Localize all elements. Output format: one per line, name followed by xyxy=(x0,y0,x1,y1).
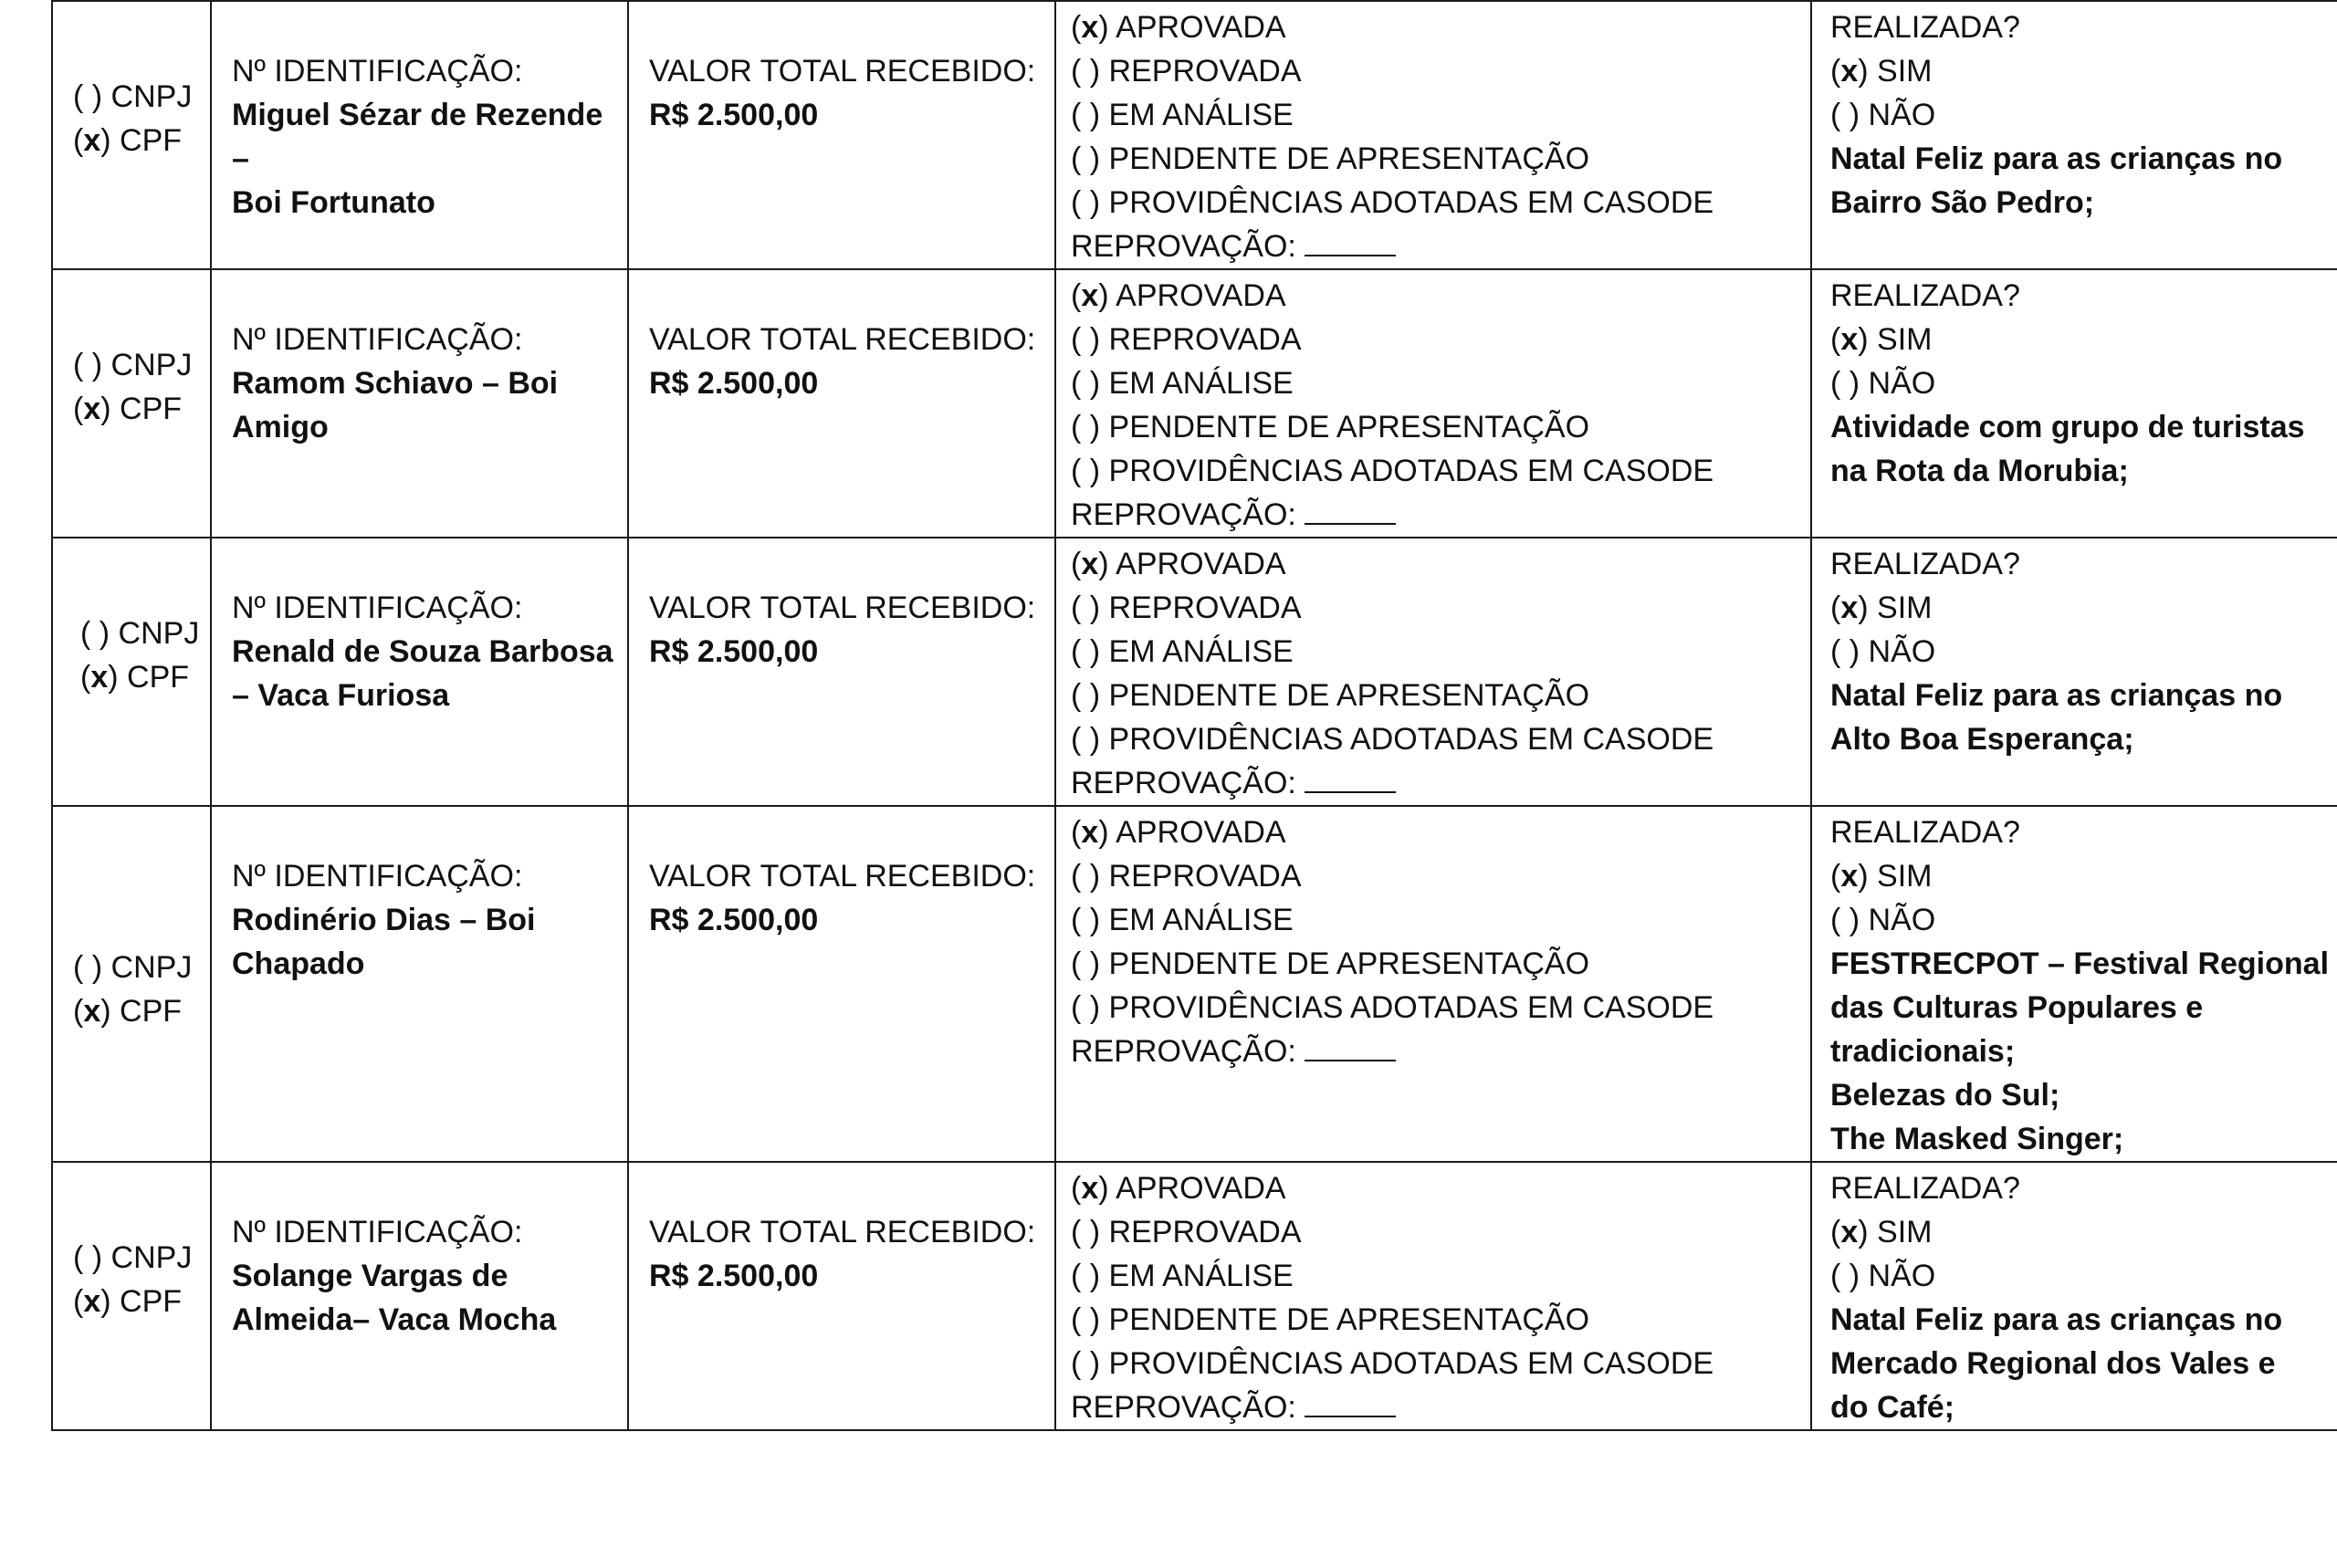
status-aprovada-label: APROVADA xyxy=(1116,815,1286,850)
identification-name: Almeida– Vaca Mocha xyxy=(232,1302,557,1337)
status-aprovada: (x) APROVADA xyxy=(1071,278,1286,313)
realizada-cell xyxy=(1811,806,2337,1162)
status-cell xyxy=(1055,538,1811,806)
realizada-sim-label: SIM xyxy=(1877,859,1933,894)
status-options xyxy=(1056,270,1810,537)
cnpj-option-mark: ( ) xyxy=(73,950,111,985)
table-row xyxy=(52,806,2337,1162)
prestacao-contas-table-wrapper xyxy=(51,0,2337,1431)
activity-text: Belezas do Sul; xyxy=(1830,1078,2060,1113)
status-pendente xyxy=(1071,405,1810,449)
realizada-nao-label: NÃO xyxy=(1868,1259,1936,1293)
status-aprovada-label: APROVADA xyxy=(1116,547,1286,581)
reprovacao-line xyxy=(1071,761,1810,805)
status-reprovada-label: REPROVADA xyxy=(1108,859,1302,894)
status-reprovada-mark: ( ) xyxy=(1071,591,1109,625)
status-em-analise xyxy=(1071,630,1810,674)
table-row xyxy=(52,538,2337,806)
cnpj-option-mark: ( ) xyxy=(73,348,111,382)
cpf-option-mark: x xyxy=(83,392,101,426)
status-em-analise-label: EM ANÁLISE xyxy=(1108,903,1294,937)
status-providencias: ( ) PROVIDÊNCIAS ADOTADAS EM CASODE xyxy=(1071,185,1714,220)
status-reprovada xyxy=(1071,318,1810,361)
realizada-sim-label: SIM xyxy=(1877,322,1933,357)
amount-value: R$ 2.500,00 xyxy=(649,98,819,132)
realizada xyxy=(1812,807,2337,1161)
status-providencias: ( ) PROVIDÊNCIAS ADOTADAS EM CASODE xyxy=(1071,1346,1714,1381)
status-pendente xyxy=(1071,674,1810,717)
identification-label: Nº IDENTIFICAÇÃO: xyxy=(232,1215,523,1249)
status-em-analise-mark: ( ) xyxy=(1071,98,1109,132)
status-em-analise-label: EM ANÁLISE xyxy=(1108,98,1294,132)
realizada-cell xyxy=(1811,1162,2337,1430)
person-type-cell xyxy=(52,538,211,806)
status-reprovada-label: REPROVADA xyxy=(1108,322,1302,357)
cpf-option-mark: x xyxy=(90,660,109,695)
status-options xyxy=(1056,2,1810,268)
status-aprovada-mark: x xyxy=(1081,547,1099,581)
status-reprovada xyxy=(1071,1210,1810,1254)
cnpj-option-label: CNPJ xyxy=(110,950,193,985)
realizada-nao-label: NÃO xyxy=(1868,903,1936,937)
realizada-sim-mark: x xyxy=(1840,322,1859,357)
status-pendente-mark: ( ) xyxy=(1071,678,1109,713)
identification xyxy=(212,538,627,717)
cpf-option: (x) CPF xyxy=(80,660,190,695)
status-reprovada-mark: ( ) xyxy=(1071,322,1109,357)
table-row xyxy=(52,269,2337,538)
realizada-nao xyxy=(1830,93,2337,137)
status-em-analise-mark: ( ) xyxy=(1071,903,1109,937)
realizada-nao-mark: ( ) xyxy=(1830,366,1869,401)
reprovacao-blank xyxy=(1305,496,1396,525)
amount-label: VALOR TOTAL RECEBIDO: xyxy=(649,859,1036,894)
activity-text: The Masked Singer; xyxy=(1830,1122,2124,1156)
status-providencias-label: PROVIDÊNCIAS ADOTADAS EM CASODE xyxy=(1108,185,1714,220)
realizada-nao xyxy=(1830,630,2337,674)
identification-name: Solange Vargas de xyxy=(232,1259,508,1293)
status-aprovada-label: APROVADA xyxy=(1116,1171,1286,1206)
status-pendente-mark: ( ) xyxy=(1071,946,1109,981)
identification-label: Nº IDENTIFICAÇÃO: xyxy=(232,322,523,357)
realizada xyxy=(1812,538,2337,761)
cnpj-option xyxy=(73,343,210,387)
status-cell xyxy=(1055,1,1811,269)
status-aprovada: (x) APROVADA xyxy=(1071,547,1286,581)
cnpj-option-mark: ( ) xyxy=(80,616,119,651)
cpf-option-mark: x xyxy=(83,1284,101,1319)
cpf-option: (x) CPF xyxy=(73,1284,183,1319)
table-body xyxy=(52,1,2337,1430)
identification-label: Nº IDENTIFICAÇÃO: xyxy=(232,859,523,894)
activity-text: Atividade com grupo de turistas xyxy=(1830,410,2305,444)
realizada-sim: (x) SIM xyxy=(1830,322,1933,357)
status-em-analise-mark: ( ) xyxy=(1071,366,1109,401)
status-cell xyxy=(1055,1162,1811,1430)
identification-cell xyxy=(211,1,628,269)
realizada-sim: (x) SIM xyxy=(1830,1215,1933,1249)
status-providencias: ( ) PROVIDÊNCIAS ADOTADAS EM CASODE xyxy=(1071,454,1714,488)
reprovacao-blank xyxy=(1305,764,1396,793)
status-aprovada-mark: x xyxy=(1081,815,1099,850)
realizada-cell xyxy=(1811,538,2337,806)
identification-name: Miguel Sézar de Rezende xyxy=(232,98,603,132)
person-type xyxy=(53,2,210,162)
status-em-analise xyxy=(1071,361,1810,405)
activity-text: na Rota da Morubia; xyxy=(1830,454,2129,488)
amount-value: R$ 2.500,00 xyxy=(649,634,819,669)
realizada-nao-label: NÃO xyxy=(1868,634,1936,669)
cnpj-option xyxy=(73,75,210,119)
status-aprovada-mark: x xyxy=(1081,10,1099,45)
identification-cell xyxy=(211,538,628,806)
realizada-nao xyxy=(1830,1254,2337,1298)
status-options xyxy=(1056,807,1810,1073)
realizada xyxy=(1812,1163,2337,1429)
activity-text: das Culturas Populares e xyxy=(1830,990,2204,1025)
realizada-nao-mark: ( ) xyxy=(1830,634,1869,669)
amount-cell xyxy=(628,1,1055,269)
status-providencias-label: PROVIDÊNCIAS ADOTADAS EM CASODE xyxy=(1108,990,1714,1025)
status-pendente xyxy=(1071,1298,1810,1342)
cpf-option-label: CPF xyxy=(120,994,183,1029)
reprovacao-label: REPROVAÇÃO: xyxy=(1071,229,1305,264)
identification xyxy=(212,270,627,449)
status-em-analise-label: EM ANÁLISE xyxy=(1108,1259,1294,1293)
amount xyxy=(629,270,1054,405)
activity-text: Mercado Regional dos Vales e xyxy=(1830,1346,2276,1381)
status-providencias-label: PROVIDÊNCIAS ADOTADAS EM CASODE xyxy=(1108,722,1714,757)
cpf-option: (x) CPF xyxy=(73,123,183,158)
status-providencias: ( ) PROVIDÊNCIAS ADOTADAS EM CASODE xyxy=(1071,722,1714,757)
cpf-option-label: CPF xyxy=(127,660,190,695)
activity-text: Natal Feliz para as crianças no xyxy=(1830,678,2283,713)
status-pendente-label: PENDENTE DE APRESENTAÇÃO xyxy=(1108,1302,1590,1337)
realizada-nao-label: NÃO xyxy=(1868,98,1936,132)
realizada-sim-label: SIM xyxy=(1877,54,1933,89)
cnpj-option xyxy=(73,946,210,989)
realizada xyxy=(1812,2,2337,225)
amount-value: R$ 2.500,00 xyxy=(649,366,819,401)
realizada-nao-label: NÃO xyxy=(1868,366,1936,401)
cnpj-option-label: CNPJ xyxy=(118,616,200,651)
activity-text: Alto Boa Esperança; xyxy=(1830,722,2134,757)
cnpj-option xyxy=(80,612,210,655)
status-pendente-label: PENDENTE DE APRESENTAÇÃO xyxy=(1108,410,1590,444)
amount xyxy=(629,538,1054,674)
status-reprovada-label: REPROVADA xyxy=(1108,591,1302,625)
status-em-analise xyxy=(1071,898,1810,942)
status-aprovada: (x) APROVADA xyxy=(1071,1171,1286,1206)
reprovacao-line xyxy=(1071,493,1810,537)
table-row xyxy=(52,1162,2337,1430)
amount-label: VALOR TOTAL RECEBIDO: xyxy=(649,322,1036,357)
identification-name: Boi Fortunato xyxy=(232,185,435,220)
amount-value: R$ 2.500,00 xyxy=(649,903,819,937)
status-pendente-mark: ( ) xyxy=(1071,141,1109,176)
amount-value: R$ 2.500,00 xyxy=(649,1259,819,1293)
status-pendente-mark: ( ) xyxy=(1071,410,1109,444)
status-pendente xyxy=(1071,137,1810,181)
reprovacao-blank xyxy=(1305,227,1396,256)
status-reprovada-mark: ( ) xyxy=(1071,859,1109,894)
activity-text: tradicionais; xyxy=(1830,1034,2016,1069)
identification xyxy=(212,2,627,225)
status-aprovada-label: APROVADA xyxy=(1116,10,1286,45)
person-type-cell xyxy=(52,806,211,1162)
activity-text: do Café; xyxy=(1830,1390,1954,1425)
realizada-nao-mark: ( ) xyxy=(1830,1259,1869,1293)
realizada-question: REALIZADA? xyxy=(1830,1171,2020,1206)
cnpj-option-mark: ( ) xyxy=(73,1240,111,1275)
cnpj-option-mark: ( ) xyxy=(73,79,111,114)
status-aprovada-mark: x xyxy=(1081,278,1099,313)
realizada-sim: (x) SIM xyxy=(1830,54,1933,89)
status-reprovada xyxy=(1071,49,1810,93)
status-pendente-label: PENDENTE DE APRESENTAÇÃO xyxy=(1108,141,1590,176)
reprovacao-label: REPROVAÇÃO: xyxy=(1071,1390,1305,1425)
status-pendente xyxy=(1071,942,1810,986)
identification-label: Nº IDENTIFICAÇÃO: xyxy=(232,54,523,89)
person-type-cell xyxy=(52,1,211,269)
cpf-option-mark: x xyxy=(83,123,101,158)
realizada-sim-mark: x xyxy=(1840,859,1859,894)
realizada-question: REALIZADA? xyxy=(1830,10,2020,45)
reprovacao-label: REPROVAÇÃO: xyxy=(1071,497,1305,532)
identification-name: Renald de Souza Barbosa xyxy=(232,634,613,669)
status-providencias-label: PROVIDÊNCIAS ADOTADAS EM CASODE xyxy=(1108,454,1714,488)
status-reprovada-mark: ( ) xyxy=(1071,1215,1109,1249)
status-em-analise-mark: ( ) xyxy=(1071,634,1109,669)
person-type xyxy=(53,1163,210,1323)
amount-cell xyxy=(628,538,1055,806)
prestacao-contas-table xyxy=(51,0,2337,1431)
realizada-sim-mark: x xyxy=(1840,54,1859,89)
identification-cell xyxy=(211,1162,628,1430)
person-type xyxy=(53,538,210,699)
cpf-option: (x) CPF xyxy=(73,994,183,1029)
status-aprovada: (x) APROVADA xyxy=(1071,815,1286,850)
identification-name: – xyxy=(232,141,249,176)
person-type-cell xyxy=(52,1162,211,1430)
amount-cell xyxy=(628,269,1055,538)
status-reprovada-label: REPROVADA xyxy=(1108,54,1302,89)
realizada-nao-mark: ( ) xyxy=(1830,98,1869,132)
status-providencias-label: PROVIDÊNCIAS ADOTADAS EM CASODE xyxy=(1108,1346,1714,1381)
status-em-analise xyxy=(1071,93,1810,137)
realizada-sim-mark: x xyxy=(1840,1215,1859,1249)
reprovacao-line xyxy=(1071,1030,1810,1073)
status-cell xyxy=(1055,806,1811,1162)
cpf-option-label: CPF xyxy=(120,392,183,426)
status-reprovada-mark: ( ) xyxy=(1071,54,1109,89)
person-type-cell xyxy=(52,269,211,538)
status-cell xyxy=(1055,269,1811,538)
activity-text: Natal Feliz para as crianças no xyxy=(1830,141,2283,176)
amount-label: VALOR TOTAL RECEBIDO: xyxy=(649,54,1036,89)
identification xyxy=(212,807,627,986)
status-options xyxy=(1056,538,1810,805)
amount xyxy=(629,2,1054,137)
activity-text: FESTRECPOT – Festival Regional xyxy=(1830,946,2330,981)
cnpj-option-label: CNPJ xyxy=(110,348,193,382)
identification-name: Chapado xyxy=(232,946,365,981)
realizada-nao xyxy=(1830,898,2337,942)
status-reprovada xyxy=(1071,854,1810,898)
cpf-option-mark: x xyxy=(83,994,101,1029)
realizada-nao xyxy=(1830,361,2337,405)
amount-label: VALOR TOTAL RECEBIDO: xyxy=(649,1215,1036,1249)
reprovacao-label: REPROVAÇÃO: xyxy=(1071,1034,1305,1069)
amount xyxy=(629,1163,1054,1298)
amount-cell xyxy=(628,1162,1055,1430)
status-pendente-mark: ( ) xyxy=(1071,1302,1109,1337)
cpf-option: (x) CPF xyxy=(73,392,183,426)
status-reprovada-label: REPROVADA xyxy=(1108,1215,1302,1249)
cnpj-option-label: CNPJ xyxy=(110,1240,193,1275)
identification-name: Rodinério Dias – Boi xyxy=(232,903,536,937)
realizada-question: REALIZADA? xyxy=(1830,815,2020,850)
status-aprovada-mark: x xyxy=(1081,1171,1099,1206)
reprovacao-line xyxy=(1071,225,1810,268)
status-em-analise-label: EM ANÁLISE xyxy=(1108,634,1294,669)
status-pendente-label: PENDENTE DE APRESENTAÇÃO xyxy=(1108,946,1590,981)
realizada-sim: (x) SIM xyxy=(1830,591,1933,625)
person-type xyxy=(53,270,210,431)
identification-cell xyxy=(211,269,628,538)
reprovacao-blank xyxy=(1305,1032,1396,1061)
identification-cell xyxy=(211,806,628,1162)
realizada-sim-label: SIM xyxy=(1877,1215,1933,1249)
cnpj-option xyxy=(73,1236,210,1280)
amount xyxy=(629,807,1054,942)
status-em-analise xyxy=(1071,1254,1810,1298)
status-providencias: ( ) PROVIDÊNCIAS ADOTADAS EM CASODE xyxy=(1071,990,1714,1025)
status-aprovada: (x) APROVADA xyxy=(1071,10,1286,45)
identification-label: Nº IDENTIFICAÇÃO: xyxy=(232,591,523,625)
activity-text: Bairro São Pedro; xyxy=(1830,185,2095,220)
realizada-question: REALIZADA? xyxy=(1830,547,2020,581)
activity-text: Natal Feliz para as crianças no xyxy=(1830,1302,2283,1337)
status-reprovada xyxy=(1071,586,1810,630)
realizada-cell xyxy=(1811,1,2337,269)
reprovacao-label: REPROVAÇÃO: xyxy=(1071,766,1305,800)
identification-name: Ramom Schiavo – Boi xyxy=(232,366,559,401)
status-pendente-label: PENDENTE DE APRESENTAÇÃO xyxy=(1108,678,1590,713)
identification-name: Amigo xyxy=(232,410,329,444)
identification-name: – Vaca Furiosa xyxy=(232,678,450,713)
table-row xyxy=(52,1,2337,269)
amount-cell xyxy=(628,806,1055,1162)
person-type xyxy=(53,807,210,1033)
realizada-sim: (x) SIM xyxy=(1830,859,1933,894)
cnpj-option-label: CNPJ xyxy=(110,79,193,114)
status-aprovada-label: APROVADA xyxy=(1116,278,1286,313)
status-em-analise-label: EM ANÁLISE xyxy=(1108,366,1294,401)
identification xyxy=(212,1163,627,1342)
cpf-option-label: CPF xyxy=(120,123,183,158)
realizada-nao-mark: ( ) xyxy=(1830,903,1869,937)
cpf-option-label: CPF xyxy=(120,1284,183,1319)
realizada-sim-label: SIM xyxy=(1877,591,1933,625)
reprovacao-line xyxy=(1071,1385,1810,1429)
reprovacao-blank xyxy=(1305,1388,1396,1417)
realizada-sim-mark: x xyxy=(1840,591,1859,625)
status-options xyxy=(1056,1163,1810,1429)
realizada xyxy=(1812,270,2337,493)
realizada-cell xyxy=(1811,269,2337,538)
status-em-analise-mark: ( ) xyxy=(1071,1259,1109,1293)
realizada-question: REALIZADA? xyxy=(1830,278,2020,313)
amount-label: VALOR TOTAL RECEBIDO: xyxy=(649,591,1036,625)
